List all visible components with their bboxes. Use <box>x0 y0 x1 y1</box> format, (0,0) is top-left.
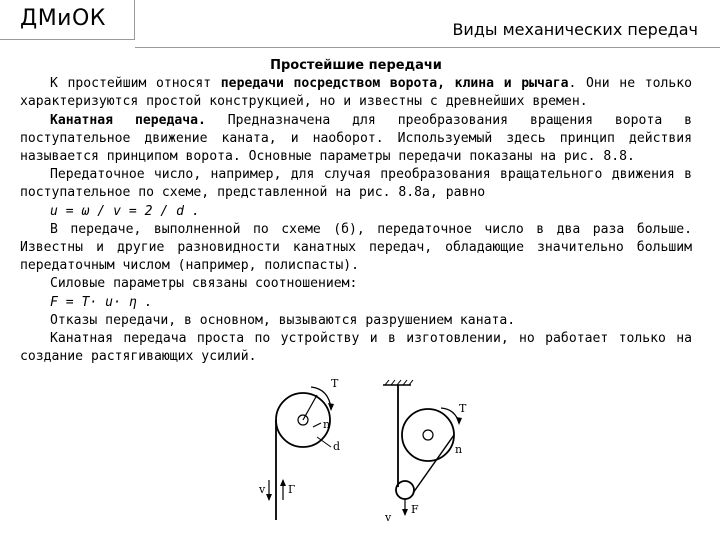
paragraph-6: Отказы передачи, в основном, вызываются разрушением каната. <box>50 312 516 328</box>
formula-1: u = ω / v = 2 / d . <box>50 203 200 219</box>
torque-head-b <box>456 417 462 425</box>
paragraph-5: Силовые параметры связаны соотношением: <box>50 276 358 292</box>
main-text <box>20 57 692 366</box>
torque-arrow-a <box>311 387 331 409</box>
paragraph-4: В передаче, выполненной по схеме (б), передаточное число в два раза больше. Известны и другие разновидности канатных передач, обладающие значительно большим передаточным числом (например, полиспасты). <box>20 221 692 274</box>
axle-b <box>423 430 433 440</box>
header-bar <box>135 0 720 48</box>
page-title: Виды механических передач <box>452 20 698 39</box>
scheme-b <box>383 380 467 524</box>
rope-drive-figure <box>255 375 475 525</box>
logo-box <box>0 0 135 40</box>
label-n-b: n <box>455 443 463 456</box>
scheme-a <box>258 377 340 520</box>
label-F-a: Г <box>288 483 296 496</box>
p1-text-b: . Они не только характеризуются простой конструкцией, но и известны с древнейших времен. <box>20 76 693 110</box>
paragraph-3: Передаточное число, например, для случая преобразования вращательного движения в поступательное по схеме, представленной на рис. 8.8а, равно <box>20 167 692 201</box>
paragraph-1 <box>20 75 692 111</box>
p2-text: Предназначена для преобразования вращения ворота в поступательное движение каната, и наоборот. Используемый здесь принцип действия называется принципом ворота. Основные параметры передачи показаны на рис. 8.8. <box>20 112 692 165</box>
rope-b <box>413 435 454 493</box>
formula-2: F = T· u· η . <box>50 294 153 310</box>
p1-text-a: К простейшим относят <box>50 76 221 92</box>
label-F-b: F <box>411 503 419 516</box>
p1-bold: передачи посредством ворота, клина и рычага <box>220 76 569 92</box>
drum-b <box>402 409 454 461</box>
force-head-b <box>402 509 408 516</box>
label-v-b: v <box>385 511 392 524</box>
torque-arm-a <box>303 395 317 420</box>
pulley-b <box>396 481 414 499</box>
force-head-a <box>280 479 286 486</box>
label-T-a: T <box>331 377 339 390</box>
rotation-a <box>313 423 321 427</box>
label-T-b: T <box>459 402 467 415</box>
label-n-a: n <box>323 418 331 431</box>
paragraph-2 <box>20 112 692 167</box>
logo-text: ДМиОК <box>20 6 106 31</box>
paragraph-7: Канатная передача проста по устройству и в изготовлении, но работает только на создание растягивающих усилий. <box>20 331 692 365</box>
section-heading: Простейшие передачи <box>270 58 442 73</box>
label-v-a: v <box>259 483 266 496</box>
velocity-head-a <box>266 494 272 501</box>
label-d-a: d <box>333 440 341 453</box>
p2-bold: Канатная передача. <box>50 112 206 128</box>
